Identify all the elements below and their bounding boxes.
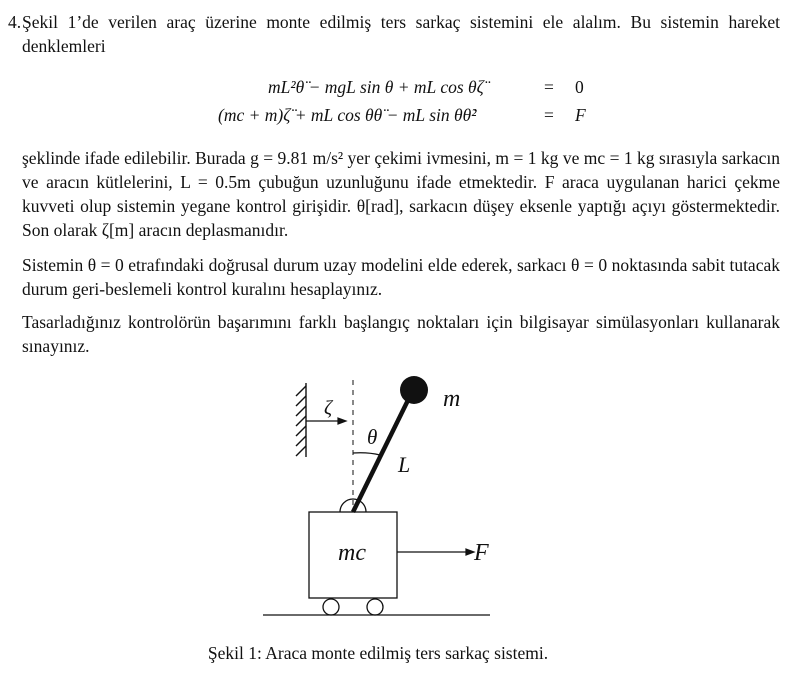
equation-2-lhs: (mc + m)ζ̈ + mL cos θθ̈ − mL sin θθ̇² bbox=[218, 105, 477, 125]
wall-hatch bbox=[296, 383, 306, 457]
equation-1-equals: = bbox=[544, 77, 554, 97]
pendulum-mass bbox=[400, 376, 428, 404]
cart-wheel-left bbox=[323, 599, 339, 615]
pendulum-rod bbox=[353, 390, 413, 512]
figure-caption: Şekil 1: Araca monte edilmiş ters sarkaç sistemi. bbox=[207, 643, 549, 663]
problem-intro: Şekil 1’de verilen araç üzerine monte edilmiş ters sarkaç sistemini ele alalım. Bu sistemin hareket denklemleri bbox=[22, 12, 780, 56]
paragraph-definitions: şeklinde ifade edilebilir. Burada g = 9.81 m/s² yer çekimi ivmesini, m = 1 kg ve mc = 1 kg sırasıyla sarkacın ve aracın kütlelerini, L = 0.5m çubuğun uzunluğunu ifade etmektedir. F araca uygulanan harici çekme kuvveti olup sistemin yegane kontrol girişidir. θ[rad], sarkacın düşey eksenle yaptığı açıyı göstermektedir. Son olarak ζ[m] aracın deplasmanıdır. bbox=[22, 148, 780, 240]
equation-1-lhs: mL²θ̈ − mgL sin θ + mL cos θζ̈ bbox=[268, 77, 484, 97]
problem-number: 4. bbox=[8, 12, 22, 32]
label-zeta: ζ bbox=[324, 397, 333, 419]
equation-2-equals: = bbox=[544, 105, 554, 125]
label-F: F bbox=[474, 540, 489, 566]
label-m: m bbox=[443, 386, 461, 412]
paragraph-simulation: Tasarladığınız kontrolörün başarımını farklı başlangıç noktaları için bilgisayar simülasyonları kullanarak sınayınız. bbox=[22, 312, 780, 356]
cart-wheel-right bbox=[367, 599, 383, 615]
equation-1-rhs: 0 bbox=[575, 77, 584, 97]
equation-2-rhs: F bbox=[575, 105, 586, 125]
angle-arc bbox=[353, 453, 380, 455]
label-mc: mc bbox=[338, 540, 366, 566]
label-L: L bbox=[398, 452, 411, 477]
paragraph-task: Sistemin θ = 0 etrafındaki doğrusal durum uzay modelini elde ederek, sarkacı θ = 0 noktasında sabit tutacak durum geri-beslemeli kontrol kuralını hesaplayınız. bbox=[22, 255, 780, 299]
force-arrow bbox=[397, 549, 474, 555]
label-theta: θ bbox=[367, 425, 378, 449]
